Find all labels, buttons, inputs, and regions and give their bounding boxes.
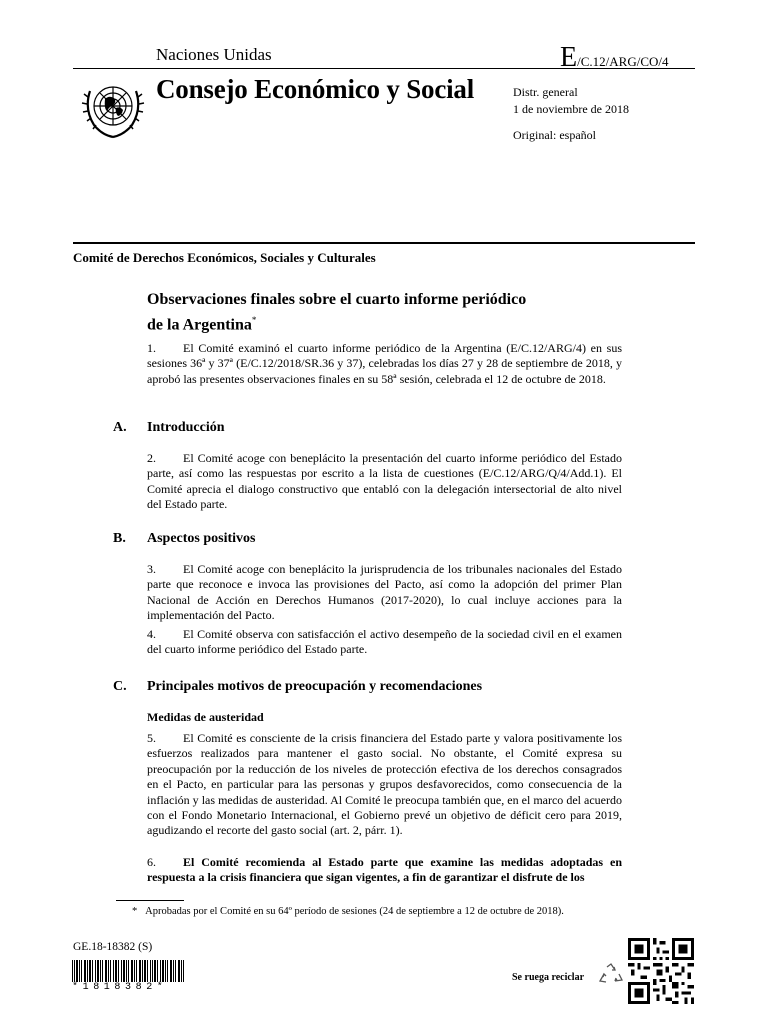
section-letter: C. [113, 679, 127, 694]
paragraph-number: 4. [147, 627, 156, 641]
paragraph-5 [147, 731, 622, 839]
header-divider [73, 242, 695, 244]
footnote [132, 906, 564, 917]
document-title [147, 290, 617, 335]
section-letter: A. [113, 420, 127, 435]
section-title: Introducción [147, 420, 225, 435]
section-c-heading [113, 679, 482, 695]
paragraph-number: 6. [147, 855, 156, 869]
paragraph-3 [147, 562, 622, 624]
paragraph-number: 3. [147, 562, 156, 576]
distribution-label: Distr. general [513, 85, 578, 99]
recycle-icon [598, 962, 624, 988]
paragraph-text: El Comité acoge con beneplácito la presentación del cuarto informe periódico del Estado parte, así como las respuestas por escrito a la lista de cuestiones (E/C.12/ARG/Q/4/Add.1). El Comité aprecia el dialogo constructivo que entabló con la delegación intersectorial de alto nivel del Estado parte. [147, 451, 622, 512]
paragraph-6 [147, 855, 622, 886]
footnote-text: Aprobadas por el Comité en su 64º período de sesiones (24 de septiembre a 12 de octubre de 2018). [145, 906, 564, 917]
paragraph-4 [147, 627, 622, 658]
title-footnote-mark: * [251, 315, 257, 325]
paragraph-2 [147, 451, 622, 513]
qr-code [628, 938, 694, 1004]
barcode-image [72, 960, 184, 982]
paragraph-text: El Comité observa con satisfacción el activo desempeño de la sociedad civil en el examen del cuarto informe periódico del Estado parte. [147, 627, 622, 657]
symbol-rest: /C.12/ARG/CO/4 [577, 54, 669, 69]
paragraph-text: El Comité examinó el cuarto informe periódico de la Argentina (E/C.12/ARG/4) en sus sesiones 36ª y 37ª (E/C.12/2018/SR.36 y 37), celebradas los días 27 y 28 de septiembre de 2018, y aprobó las presentes observaciones finales en su 58ª sesión, celebrada el 12 de octubre de 2018. [147, 341, 622, 386]
paragraph-text: El Comité recomienda al Estado parte que examine las medidas adoptadas en respuesta a la crisis financiera que sigan vigentes, a fin de garantizar el disfrute de los [147, 855, 622, 885]
footnote-rule [116, 900, 184, 901]
paragraph-number: 2. [147, 451, 156, 465]
section-b-heading [113, 531, 256, 547]
title-line-1: Observaciones finales sobre el cuarto informe periódico [147, 291, 527, 308]
document-symbol [560, 42, 668, 74]
un-emblem-logo [78, 73, 148, 143]
barcode-number: *1818382* [72, 982, 168, 993]
section-a-heading [113, 420, 225, 436]
document-date: 1 de noviembre de 2018 [513, 102, 629, 116]
section-title: Principales motivos de preocupación y recomendaciones [147, 679, 483, 694]
section-letter: B. [113, 531, 126, 546]
paragraph-number: 1. [147, 341, 156, 355]
distribution-block [513, 84, 629, 118]
subheading-austerity: Medidas de austeridad [147, 710, 264, 724]
organization-name: Naciones Unidas [156, 45, 272, 64]
paragraph-number: 5. [147, 731, 156, 745]
paragraph-text: El Comité acoge con beneplácito la jurisprudencia de los tribunales nacionales del Estado parte que reconoce e invoca las provisiones del Pacto, así como la adopción del primer Plan Nacional de Acción en Derechos Humanos (2017-2020), lo cual incluye acciones para la implementación del Pacto. [147, 562, 622, 623]
footnote-mark: * [132, 906, 138, 917]
paragraph-1 [147, 341, 622, 387]
section-title: Aspectos positivos [147, 531, 256, 546]
original-language: Original: español [513, 128, 596, 142]
recycle-label: Se ruega reciclar [512, 972, 585, 983]
document-number: GE.18-18382 (S) [73, 941, 153, 953]
council-name: Consejo Económico y Social [156, 74, 475, 104]
committee-name: Comité de Derechos Económicos, Sociales y Culturales [73, 250, 376, 265]
symbol-prefix: E [560, 42, 578, 73]
paragraph-text: El Comité es consciente de la crisis financiera del Estado parte y valora positivamente los esfuerzos realizados para mantener el gasto social. No obstante, el Comité expresa su preocupación por la reducción de los niveles de protección efectiva de los derechos consagrados en el Pacto, en particular para las personas y grupos desfavorecidos, como consecuencia de la inflación y las medidas de austeridad. Al Comité le preocupa también que, en el marco del acuerdo con el Fondo Monetario Internacional, el Gobierno prevé un objetivo de déficit cero para 2019, agudizando el recorte del gasto social (art. 2, párr. 1). [147, 731, 622, 838]
title-line-2: de la Argentina [147, 316, 252, 334]
